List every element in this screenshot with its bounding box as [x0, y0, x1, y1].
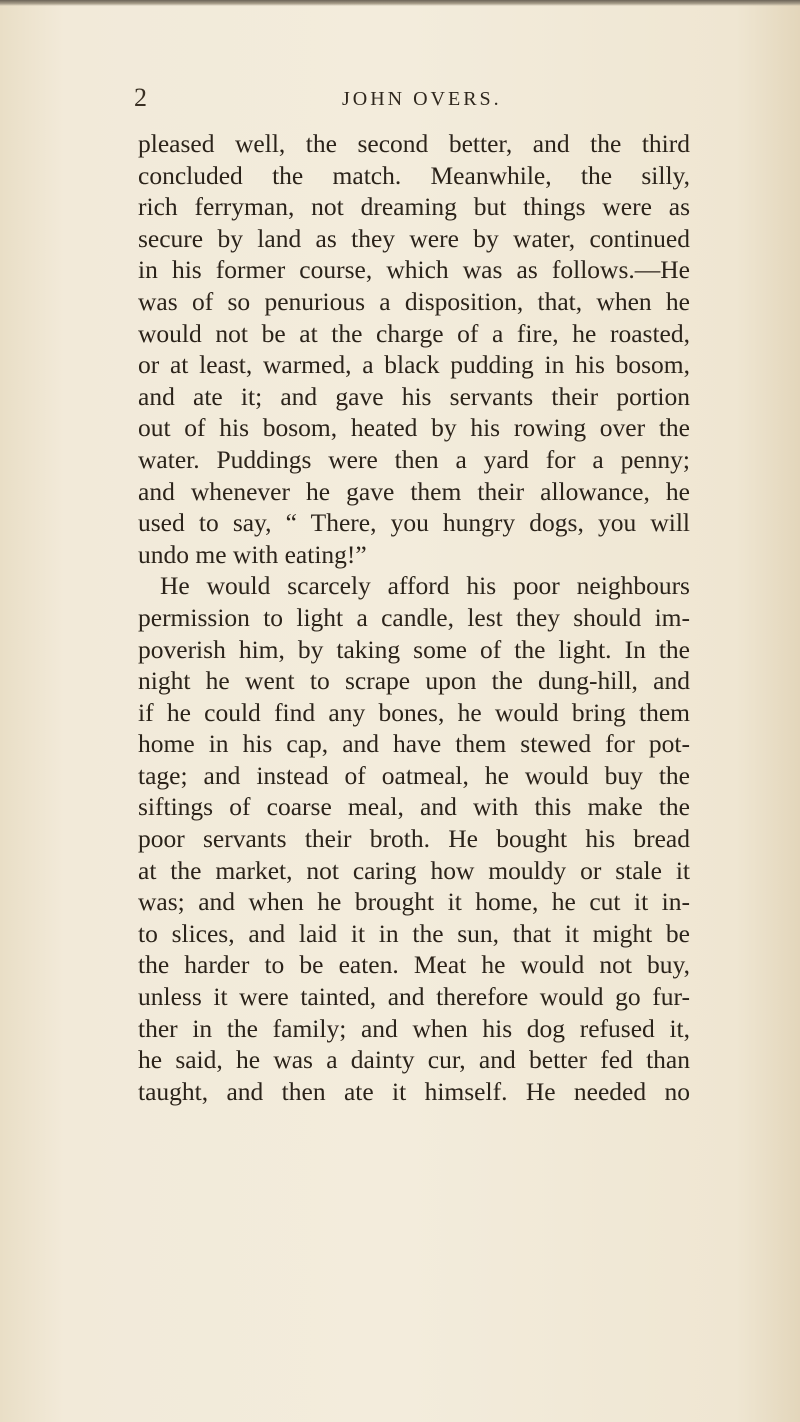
text-line: permission to light a candle, lest they should im- — [138, 602, 690, 632]
text-line: was; and when he brought it home, he cut it in- — [138, 887, 690, 917]
text-line: the harder to be eaten. Meat he would not buy, — [138, 950, 690, 980]
text-line: would not be at the charge of a fire, he roasted, — [138, 318, 690, 348]
text-line: night he went to scrape upon the dung-hill, and — [138, 666, 690, 696]
text-line: pleased well, the second better, and the third — [138, 129, 690, 158]
text-line: out of his bosom, heated by his rowing over the — [138, 413, 690, 443]
text-line: and ate it; and gave his servants their portion — [138, 381, 690, 411]
text-line: siftings of coarse meal, and with this make the — [138, 792, 690, 822]
body-text — [138, 128, 690, 1107]
text-line: used to say, “ There, you hungry dogs, you will — [138, 508, 690, 538]
page-header — [134, 84, 694, 112]
text-line: in his former course, which was as follows.—He — [138, 255, 690, 285]
page-number: 2 — [134, 83, 147, 112]
text-line: rich ferryman, not dreaming but things were as — [138, 192, 690, 222]
text-line: secure by land as they were by water, continued — [138, 223, 690, 253]
text-line: concluded the match. Meanwhile, the silly, — [138, 160, 690, 190]
text-line: taught, and then ate it himself. He needed no — [138, 1076, 690, 1106]
text-line: poor servants their broth. He bought his bread — [138, 824, 690, 854]
text-line: undo me with eating!” — [138, 539, 367, 569]
text-line: and whenever he gave them their allowance, he — [138, 476, 690, 506]
text-line: tage; and instead of oatmeal, he would buy the — [138, 760, 690, 790]
text-line: at the market, not caring how mouldy or stale it — [138, 855, 690, 885]
text-line: to slices, and laid it in the sun, that it might be — [138, 918, 690, 948]
text-line: poverish him, by taking some of the light. In the — [138, 634, 690, 664]
text-line: ther in the family; and when his dog refused it, — [138, 1013, 690, 1043]
text-line: if he could find any bones, he would bring them — [138, 697, 690, 727]
text-line: home in his cap, and have them stewed for pot- — [138, 729, 690, 759]
running-title: JOHN OVERS. — [342, 88, 502, 110]
text-line: or at least, warmed, a black pudding in his bosom, — [138, 350, 690, 380]
text-line: was of so penurious a disposition, that, when he — [138, 286, 690, 316]
text-line: unless it were tainted, and therefore would go fur- — [138, 982, 690, 1012]
text-line: water. Puddings were then a yard for a penny; — [138, 444, 690, 474]
text-line: He would scarcely afford his poor neighbours — [160, 571, 690, 601]
text-line: he said, he was a dainty cur, and better fed than — [138, 1045, 690, 1075]
page-top-edge — [0, 0, 800, 6]
